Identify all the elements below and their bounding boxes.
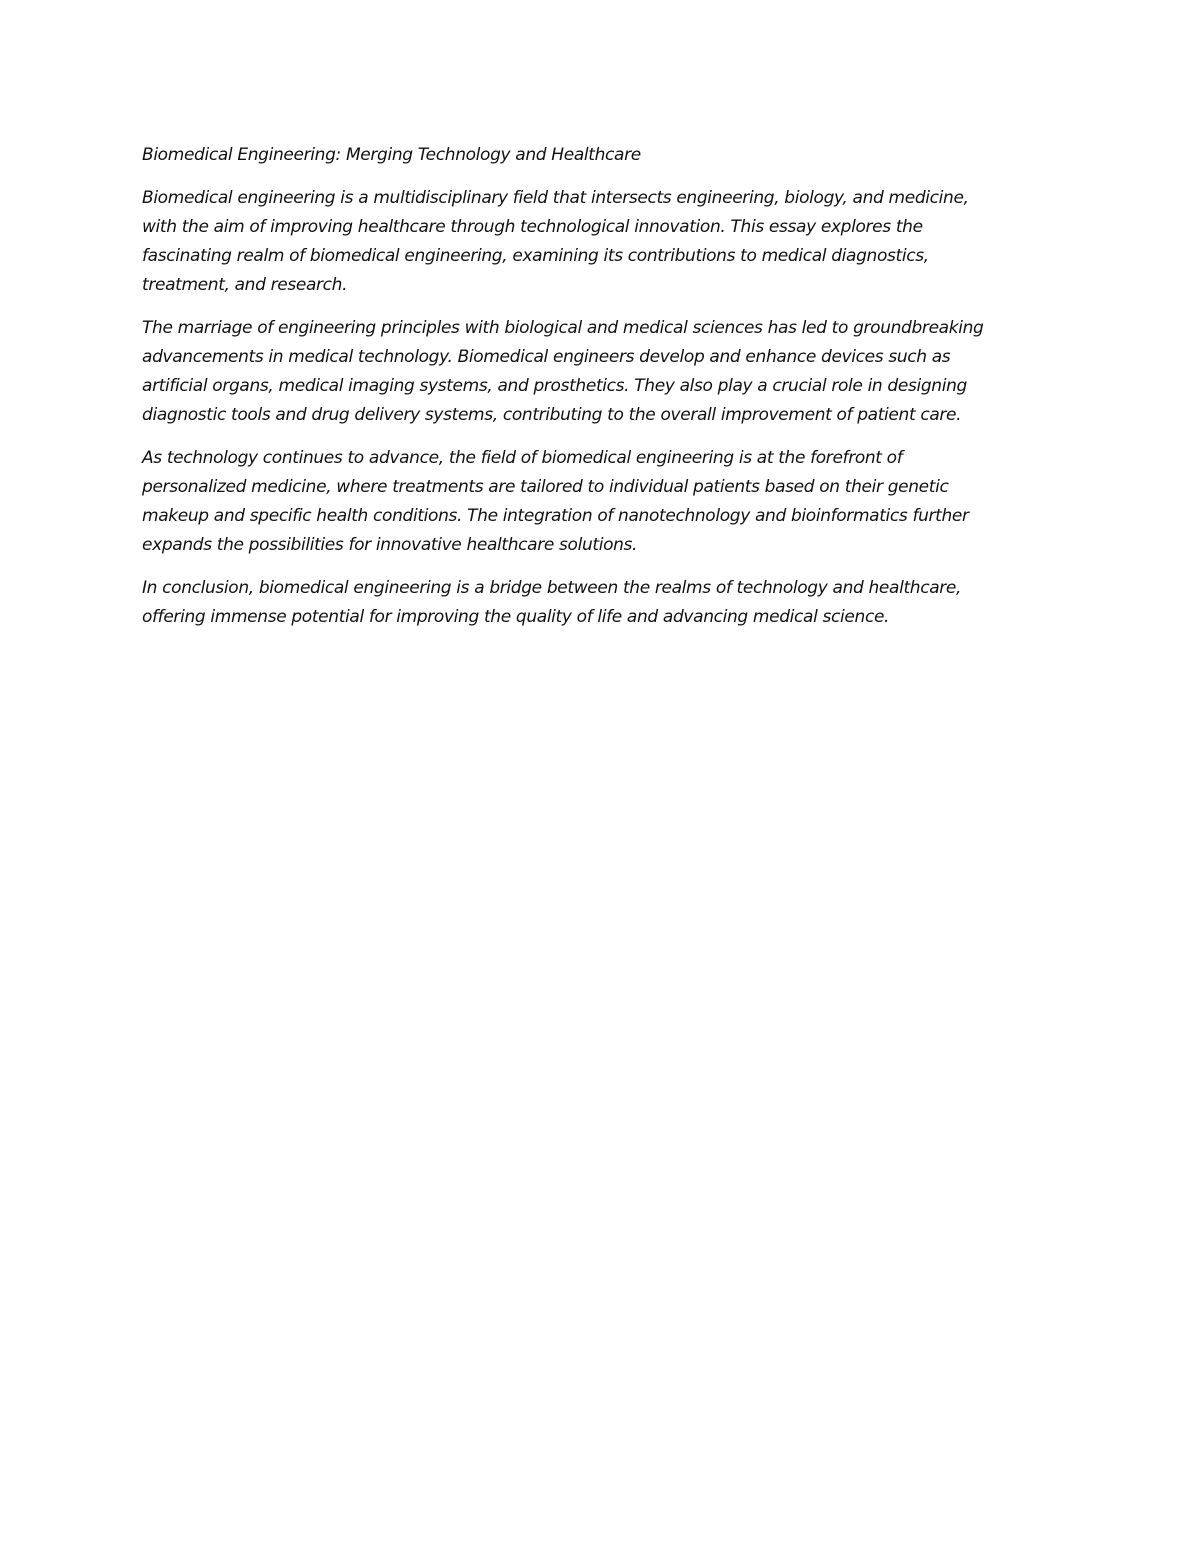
- paragraph-line: expands the possibilities for innovative healthcare solutions.: [142, 535, 638, 555]
- paragraph-line: advancements in medical technology. Biomedical engineers develop and enhance devices such as: [142, 347, 951, 367]
- paragraph-conclusion: [142, 574, 1042, 632]
- document-body: [142, 141, 1042, 646]
- paragraph-line: fascinating realm of biomedical engineering, examining its contributions to medical diagnostics,: [142, 246, 929, 266]
- paragraph-line: artificial organs, medical imaging systems, and prosthetics. They also play a crucial role in designing: [142, 376, 967, 396]
- paragraph-advancements: [142, 314, 1042, 430]
- paragraph-line: offering immense potential for improving the quality of life and advancing medical science.: [142, 607, 890, 627]
- paragraph-line: Biomedical engineering is a multidisciplinary field that intersects engineering, biology, and medicine,: [142, 188, 969, 208]
- paragraph-personalized-medicine: [142, 444, 1042, 560]
- paragraph-line: personalized medicine, where treatments are tailored to individual patients based on their genetic: [142, 477, 949, 497]
- paragraph-line: As technology continues to advance, the field of biomedical engineering is at the forefront of: [142, 448, 903, 468]
- paragraph-line: with the aim of improving healthcare through technological innovation. This essay explores the: [142, 217, 923, 237]
- paragraph-line: The marriage of engineering principles with biological and medical sciences has led to groundbreaking: [142, 318, 984, 338]
- paragraph-introduction: [142, 184, 1042, 300]
- paragraph-line: makeup and specific health conditions. The integration of nanotechnology and bioinformatics further: [142, 506, 969, 526]
- document-title: Biomedical Engineering: Merging Technology and Healthcare: [142, 145, 641, 165]
- paragraph-line: In conclusion, biomedical engineering is a bridge between the realms of technology and healthcare,: [142, 578, 962, 598]
- paragraph-line: treatment, and research.: [142, 275, 348, 295]
- paragraph-line: diagnostic tools and drug delivery systems, contributing to the overall improvement of patient care.: [142, 405, 962, 425]
